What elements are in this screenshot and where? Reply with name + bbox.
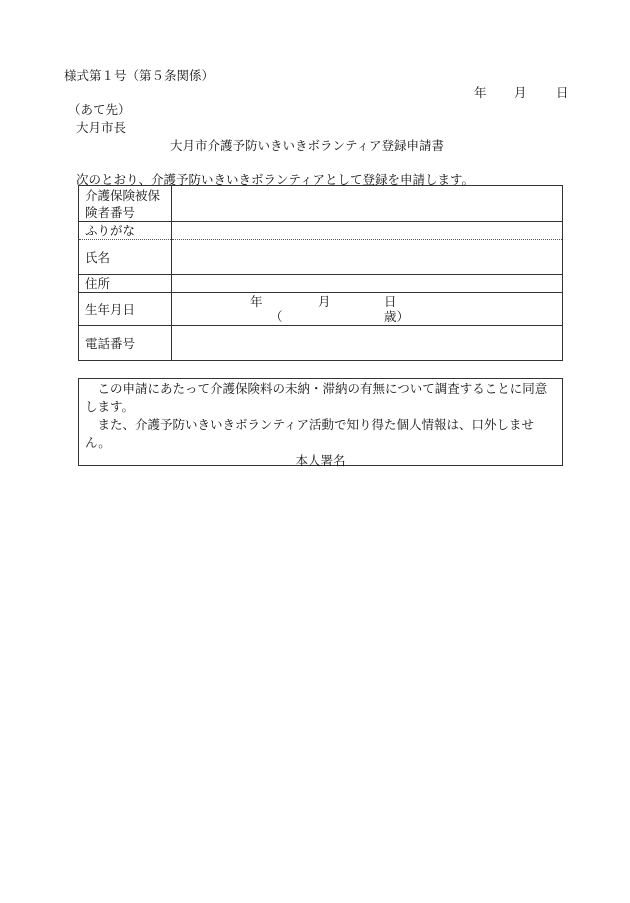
document-title: 大月市介護予防いきいきボランティア登録申請書: [170, 138, 445, 153]
furigana-row: [79, 222, 563, 240]
consent-paragraph-1-text: この申請にあたって介護保険料の未納・滞納の有無について調査することに同意します。: [85, 381, 548, 414]
birthdate-row: [79, 293, 563, 326]
date-line: [474, 83, 569, 101]
consent-paragraph-1: [85, 380, 556, 416]
birthdate-field[interactable]: [172, 293, 563, 326]
birthdate-inner: [178, 293, 562, 325]
insured-number-label-line2: 険者番号: [85, 204, 136, 220]
insured-number-label: [79, 186, 172, 222]
insured-number-row: [79, 186, 563, 222]
name-field[interactable]: [172, 240, 563, 275]
signature-label[interactable]: 本人署名: [295, 453, 346, 468]
consent-box: [78, 378, 563, 466]
furigana-field[interactable]: [172, 222, 563, 240]
age-label: 歳）: [384, 309, 410, 324]
name-label: 氏名: [79, 240, 172, 275]
address-row: [79, 275, 563, 293]
form-number: 様式第１号（第５条関係）: [64, 68, 215, 83]
name-row: [79, 240, 563, 275]
phone-label: 電話番号: [79, 326, 172, 361]
date-day-label: 日: [556, 85, 569, 100]
birth-year-label: 年: [250, 294, 263, 309]
consent-paragraph-2: [85, 416, 556, 452]
age-open-paren: （: [270, 309, 283, 324]
furigana-label: ふりがな: [79, 222, 172, 240]
birthdate-label: 生年月日: [79, 293, 172, 326]
insured-number-label-line1: 介護保険被保: [85, 187, 161, 203]
date-month-label: 月: [514, 85, 527, 100]
birth-day-label: 日: [384, 294, 397, 309]
addressee-label: （あて先）: [68, 102, 131, 117]
address-label: 住所: [79, 275, 172, 293]
consent-paragraph-2-text: また、介護予防いきいきボランティア活動で知り得た個人情報は、口外しません。: [85, 417, 535, 450]
insured-number-field[interactable]: [172, 186, 563, 222]
birth-month-label: 月: [318, 294, 331, 309]
intro-text: 次のとおり、介護予防いきいきボランティアとして登録を申請します。: [76, 172, 475, 187]
date-year-label: 年: [474, 85, 487, 100]
address-field[interactable]: [172, 275, 563, 293]
phone-field[interactable]: [172, 326, 563, 361]
addressee-name: 大月市長: [76, 120, 127, 135]
registration-table: [78, 185, 563, 361]
phone-row: [79, 326, 563, 361]
